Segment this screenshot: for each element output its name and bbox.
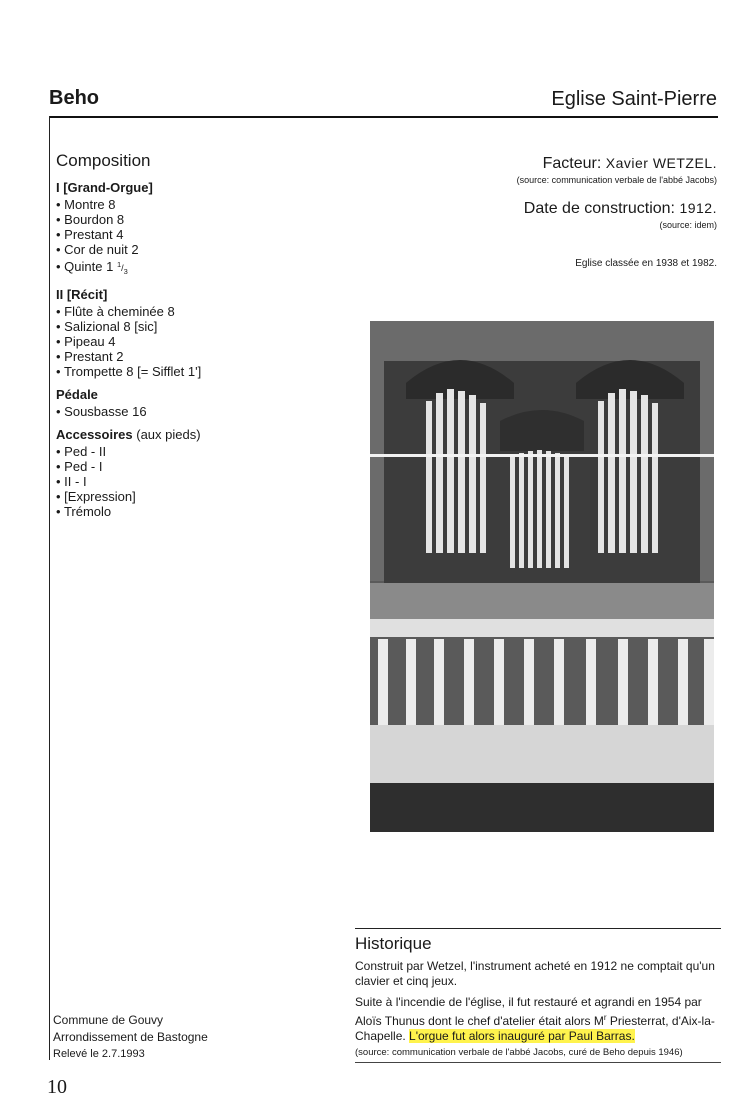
- stop-item: • Montre 8: [56, 197, 316, 212]
- history-source: (source: communication verbale de l'abbé Jacobs, curé de Beho depuis 1946): [355, 1047, 683, 1058]
- stop-item: • Trémolo: [56, 504, 316, 519]
- builder-source: (source: communication verbale de l'abbé Jacobs): [516, 175, 717, 185]
- history-bottom-rule: [355, 1062, 721, 1063]
- commune-name: Commune de Gouvy: [53, 1013, 164, 1027]
- construction-date-info: [524, 200, 717, 230]
- history-paragraph: Suite à l'incendie de l'église, il fut restauré et agrandi en 1954 par Aloïs Thunus dont le chef d'atelier était alors $M^r$ Priesterrat, d'Aix-la-Chapelle. L'orgue fut alors inauguré par Paul Barras. (source: communication verbale de l'abbé Jacobs, curé de Beho depuis 1946): [355, 995, 715, 1058]
- left-rule: [49, 116, 50, 1060]
- highlighted-text: L'orgue fut alors inauguré par Paul Barras.: [409, 1029, 635, 1043]
- survey-date: Relevé le 2.7.1993: [53, 1048, 145, 1060]
- place-name: Beho: [49, 87, 99, 109]
- stop-item: • [Expression]: [56, 489, 316, 504]
- stop-item: • Bourdon 8: [56, 212, 316, 227]
- division-heading: Accessoires (aux pieds): [56, 426, 201, 442]
- classification-note: Eglise classée en 1938 et 1982.: [575, 258, 717, 269]
- stop-item: • Cor de nuit 2: [56, 242, 316, 257]
- stop-list: [56, 197, 316, 279]
- builder-value: Xavier WETZEL.: [605, 155, 717, 171]
- stop-item: • Ped - I: [56, 459, 316, 474]
- stop-item: • Quinte 1 $^1/_3$: [56, 257, 316, 279]
- arrondissement: Arrondissement de Bastogne: [53, 1030, 208, 1044]
- history-title: Historique: [355, 934, 432, 953]
- stop-item: • Trompette 8 [= Sifflet 1']: [56, 364, 316, 379]
- stop-item: • II - I: [56, 474, 316, 489]
- stop-item: • Flûte à cheminée 8: [56, 304, 316, 319]
- history-paragraph: Construit par Wetzel, l'instrument acheté en 1912 ne comptait qu'un clavier et cinq jeux.: [355, 959, 715, 988]
- page-number: 10: [47, 1076, 67, 1098]
- organ-photo: [370, 321, 714, 832]
- commune-info: [53, 1012, 208, 1046]
- stop-list: [56, 444, 316, 519]
- stop-item: • Sousbasse 16: [56, 404, 316, 419]
- division-heading: Pédale: [56, 386, 98, 402]
- stop-list: [56, 404, 316, 419]
- stop-item: • Salizional 8 [sic]: [56, 319, 316, 334]
- stop-item: • Prestant 4: [56, 227, 316, 242]
- stop-item: • Pipeau 4: [56, 334, 316, 349]
- stop-list: [56, 304, 316, 379]
- composition-title: Composition: [56, 151, 151, 170]
- date-source: (source: idem): [659, 220, 717, 230]
- date-value: 1912.: [679, 200, 717, 216]
- builder-info: [517, 155, 717, 185]
- date-label: Date de construction:: [523, 200, 675, 217]
- header-rule: [49, 116, 718, 118]
- stop-item: • Ped - II: [56, 444, 316, 459]
- quinte-fraction: $^1/_3$: [116, 260, 128, 276]
- builder-label: Facteur:: [542, 155, 602, 172]
- church-name: Eglise Saint-Pierre: [551, 88, 717, 110]
- composition-section: [56, 153, 316, 519]
- division-heading: I [Grand-Orgue]: [56, 180, 153, 195]
- division-heading: II [Récit]: [56, 286, 108, 302]
- stop-item: • Prestant 2: [56, 349, 316, 364]
- history-rule: [355, 928, 721, 929]
- history-section: [355, 936, 723, 1066]
